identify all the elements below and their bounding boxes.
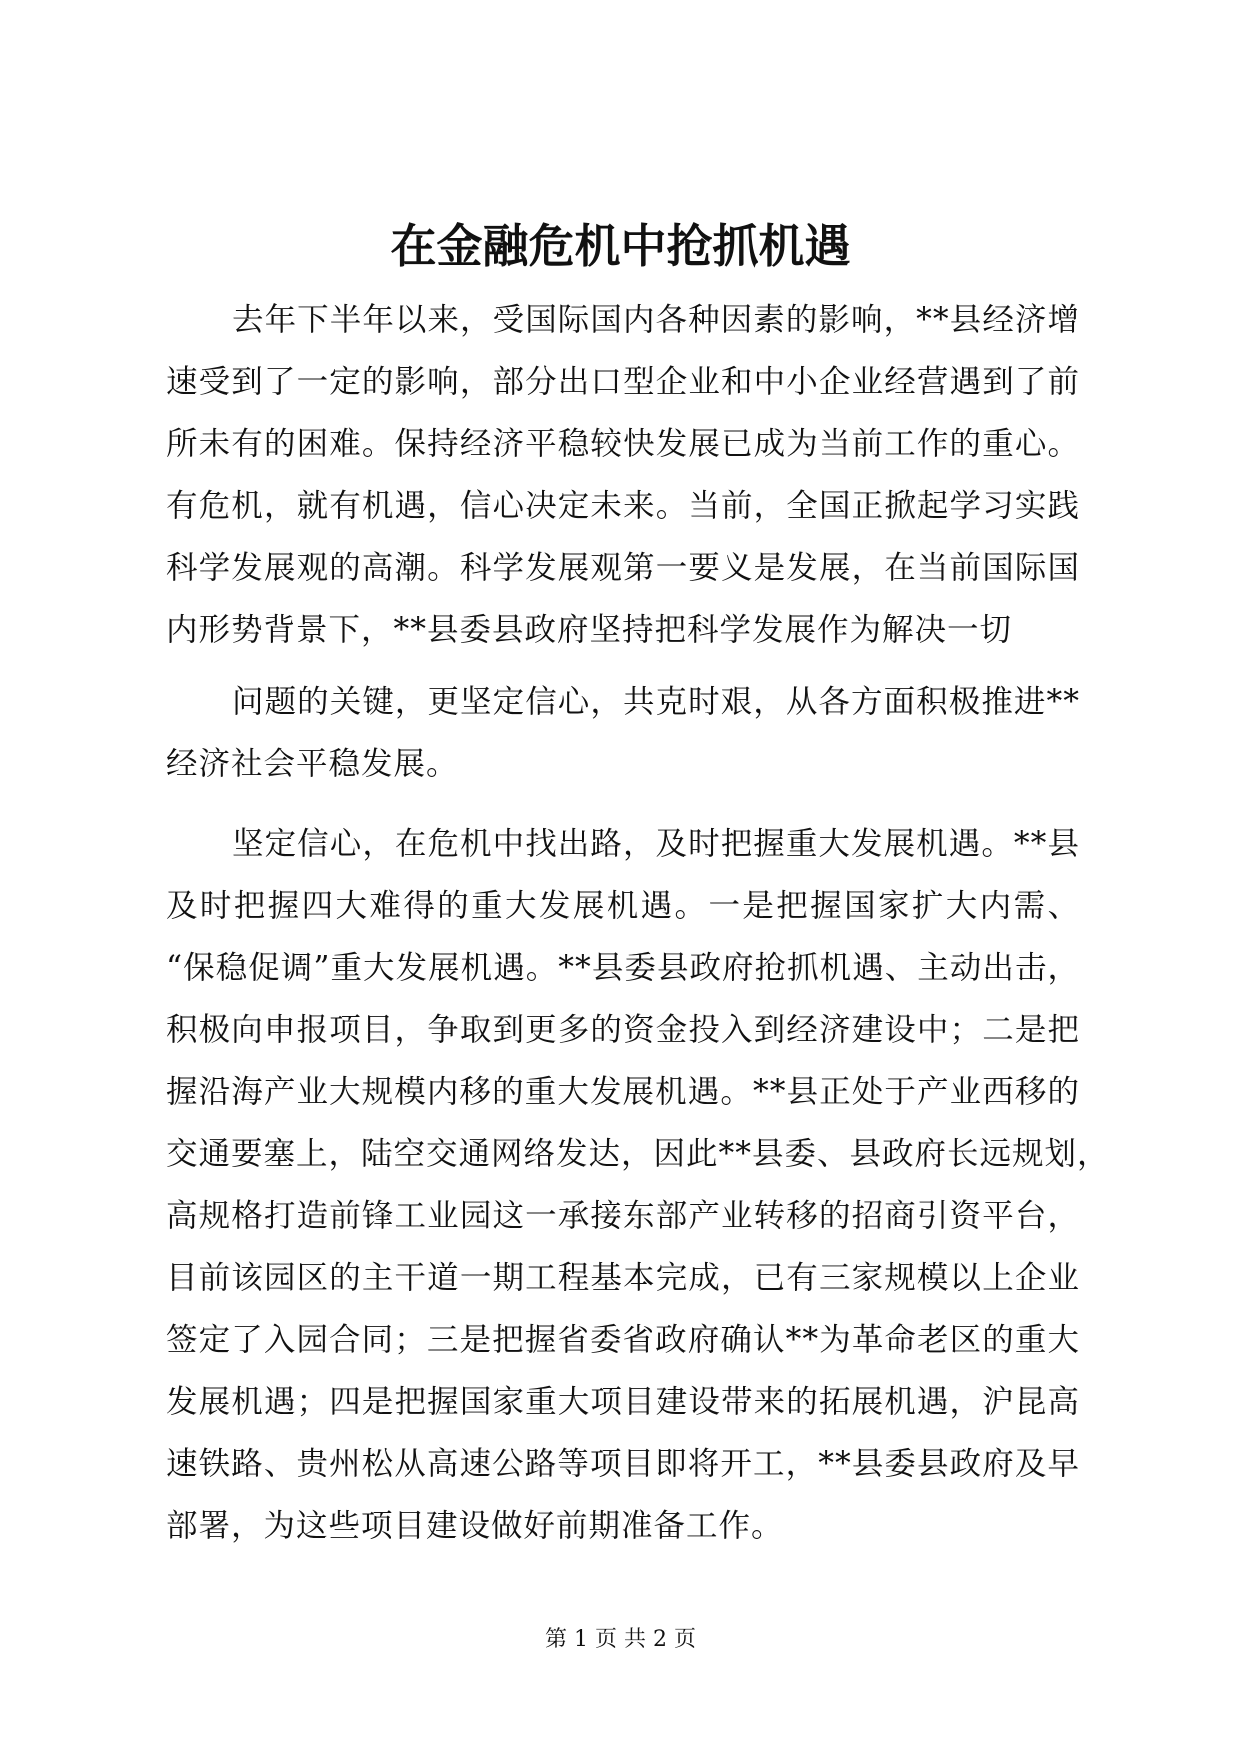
paragraph-line: 速铁路、贵州松从高速公路等项目即将开工，**县委县政府及早 <box>166 1446 1080 1482</box>
paragraph-line: 问题的关键，更坚定信心，共克时艰，从各方面积极推进** <box>232 684 1080 720</box>
paragraph-line: 经济社会平稳发展。 <box>166 746 459 782</box>
paragraph <box>166 289 1080 661</box>
paragraph-line: 签定了入园合同；三是把握省委省政府确认**为革命老区的重大 <box>166 1322 1080 1358</box>
document-body <box>166 289 1110 1557</box>
paragraph-line: 部署，为这些项目建设做好前期准备工作。 <box>166 1508 784 1544</box>
paragraph-line: 及时把握四大难得的重大发展机遇。一是把握国家扩大内需、 <box>166 888 1080 924</box>
paragraph <box>166 671 1080 795</box>
paragraph-line: 所未有的困难。保持经济平稳较快发展已成为当前工作的重心。 <box>166 426 1080 462</box>
paragraph-line: 积极向申报项目，争取到更多的资金投入到经济建设中；二是把 <box>166 1012 1080 1048</box>
paragraph-line: 握沿海产业大规模内移的重大发展机遇。**县正处于产业西移的 <box>166 1074 1080 1110</box>
document-title: 在金融危机中抢抓机遇 <box>390 219 851 273</box>
paragraph-line: 科学发展观的高潮。科学发展观第一要义是发展，在当前国际国 <box>166 550 1080 586</box>
paragraph-line: 目前该园区的主干道一期工程基本完成，已有三家规模以上企业 <box>166 1260 1080 1296</box>
paragraph-line: 去年下半年以来，受国际国内各种因素的影响，**县经济增 <box>232 302 1080 338</box>
paragraph-line: 有危机，就有机遇，信心决定未来。当前，全国正掀起学习实践 <box>166 488 1080 524</box>
paragraph-line: 交通要塞上，陆空交通网络发达，因此**县委、县政府长远规划， <box>166 1136 1110 1172</box>
paragraph-line: 发展机遇；四是把握国家重大项目建设带来的拓展机遇，沪昆高 <box>166 1384 1080 1420</box>
paragraph-line: 高规格打造前锋工业园这一承接东部产业转移的招商引资平台， <box>166 1198 1080 1234</box>
page-footer: 第 1 页 共 2 页 <box>545 1627 696 1652</box>
paragraph-line: 坚定信心，在危机中找出路，及时把握重大发展机遇。**县 <box>232 826 1080 862</box>
paragraph <box>166 813 1110 1557</box>
paragraph-line: 内形势背景下，**县委县政府坚持把科学发展作为解决一切 <box>166 612 1013 648</box>
paragraph-line: 速受到了一定的影响，部分出口型企业和中小企业经营遇到了前 <box>166 364 1080 400</box>
paragraph-line: “保稳促调”重大发展机遇。**县委县政府抢抓机遇、主动出击， <box>166 950 1080 986</box>
